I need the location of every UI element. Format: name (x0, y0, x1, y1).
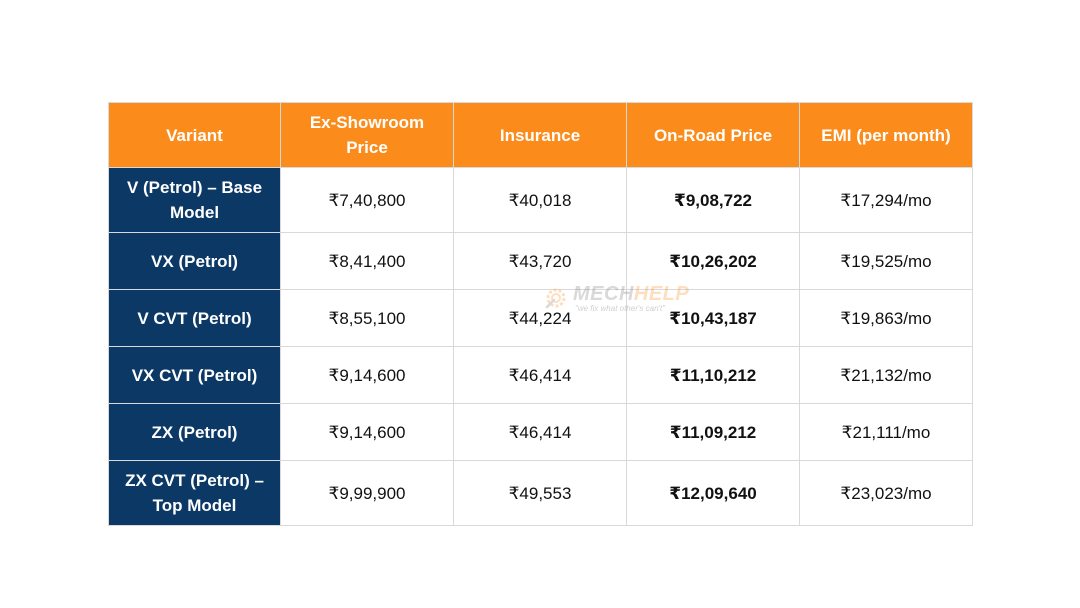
ex-showroom-cell: ₹7,40,800 (281, 168, 454, 233)
table-row (109, 168, 973, 233)
watermark-tagline: "we fix what other's can't" (575, 304, 666, 313)
variant-cell: VX (Petrol) (109, 233, 281, 290)
table-row (109, 347, 973, 404)
watermark-brand-help: HELP (633, 283, 690, 305)
table-header-row (109, 103, 973, 168)
watermark-brand-mech: MECH (573, 283, 634, 305)
header-emi: EMI (per month) (800, 103, 973, 168)
emi-cell: ₹19,525/mo (800, 233, 973, 290)
variant-cell: ZX CVT (Petrol) – Top Model (109, 461, 281, 526)
emi-cell: ₹21,111/mo (800, 404, 973, 461)
variant-cell: VX CVT (Petrol) (109, 347, 281, 404)
insurance-cell: ₹49,553 (454, 461, 627, 526)
on-road-price-cell: ₹9,08,722 (627, 168, 800, 233)
header-variant: Variant (109, 103, 281, 168)
insurance-cell: ₹43,720 (454, 233, 627, 290)
insurance-cell: ₹46,414 (454, 404, 627, 461)
emi-cell: ₹19,863/mo (800, 290, 973, 347)
emi-cell: ₹17,294/mo (800, 168, 973, 233)
table-row (109, 461, 973, 526)
on-road-price-cell: ₹12,09,640 (627, 461, 800, 526)
on-road-price-cell: ₹10,26,202 (627, 233, 800, 290)
on-road-price-cell: ₹11,10,212 (627, 347, 800, 404)
insurance-cell: ₹46,414 (454, 347, 627, 404)
ex-showroom-cell: ₹9,99,900 (281, 461, 454, 526)
table-row (109, 233, 973, 290)
header-on-road-price: On-Road Price (627, 103, 800, 168)
table-row (109, 290, 973, 347)
price-table (108, 102, 973, 526)
variant-cell: V CVT (Petrol) (109, 290, 281, 347)
on-road-price-cell: ₹11,09,212 (627, 404, 800, 461)
variant-cell: V (Petrol) – Base Model (109, 168, 281, 233)
ex-showroom-cell: ₹9,14,600 (281, 404, 454, 461)
header-ex-showroom-price: Ex-Showroom Price (281, 103, 454, 168)
insurance-cell: ₹40,018 (454, 168, 627, 233)
emi-cell: ₹21,132/mo (800, 347, 973, 404)
table-row (109, 404, 973, 461)
emi-cell: ₹23,023/mo (800, 461, 973, 526)
ex-showroom-cell: ₹9,14,600 (281, 347, 454, 404)
variant-cell: ZX (Petrol) (109, 404, 281, 461)
ex-showroom-cell: ₹8,41,400 (281, 233, 454, 290)
insurance-cell: ₹44,224 (454, 290, 627, 347)
header-insurance: Insurance (454, 103, 627, 168)
ex-showroom-cell: ₹8,55,100 (281, 290, 454, 347)
on-road-price-cell: ₹10,43,187 (627, 290, 800, 347)
